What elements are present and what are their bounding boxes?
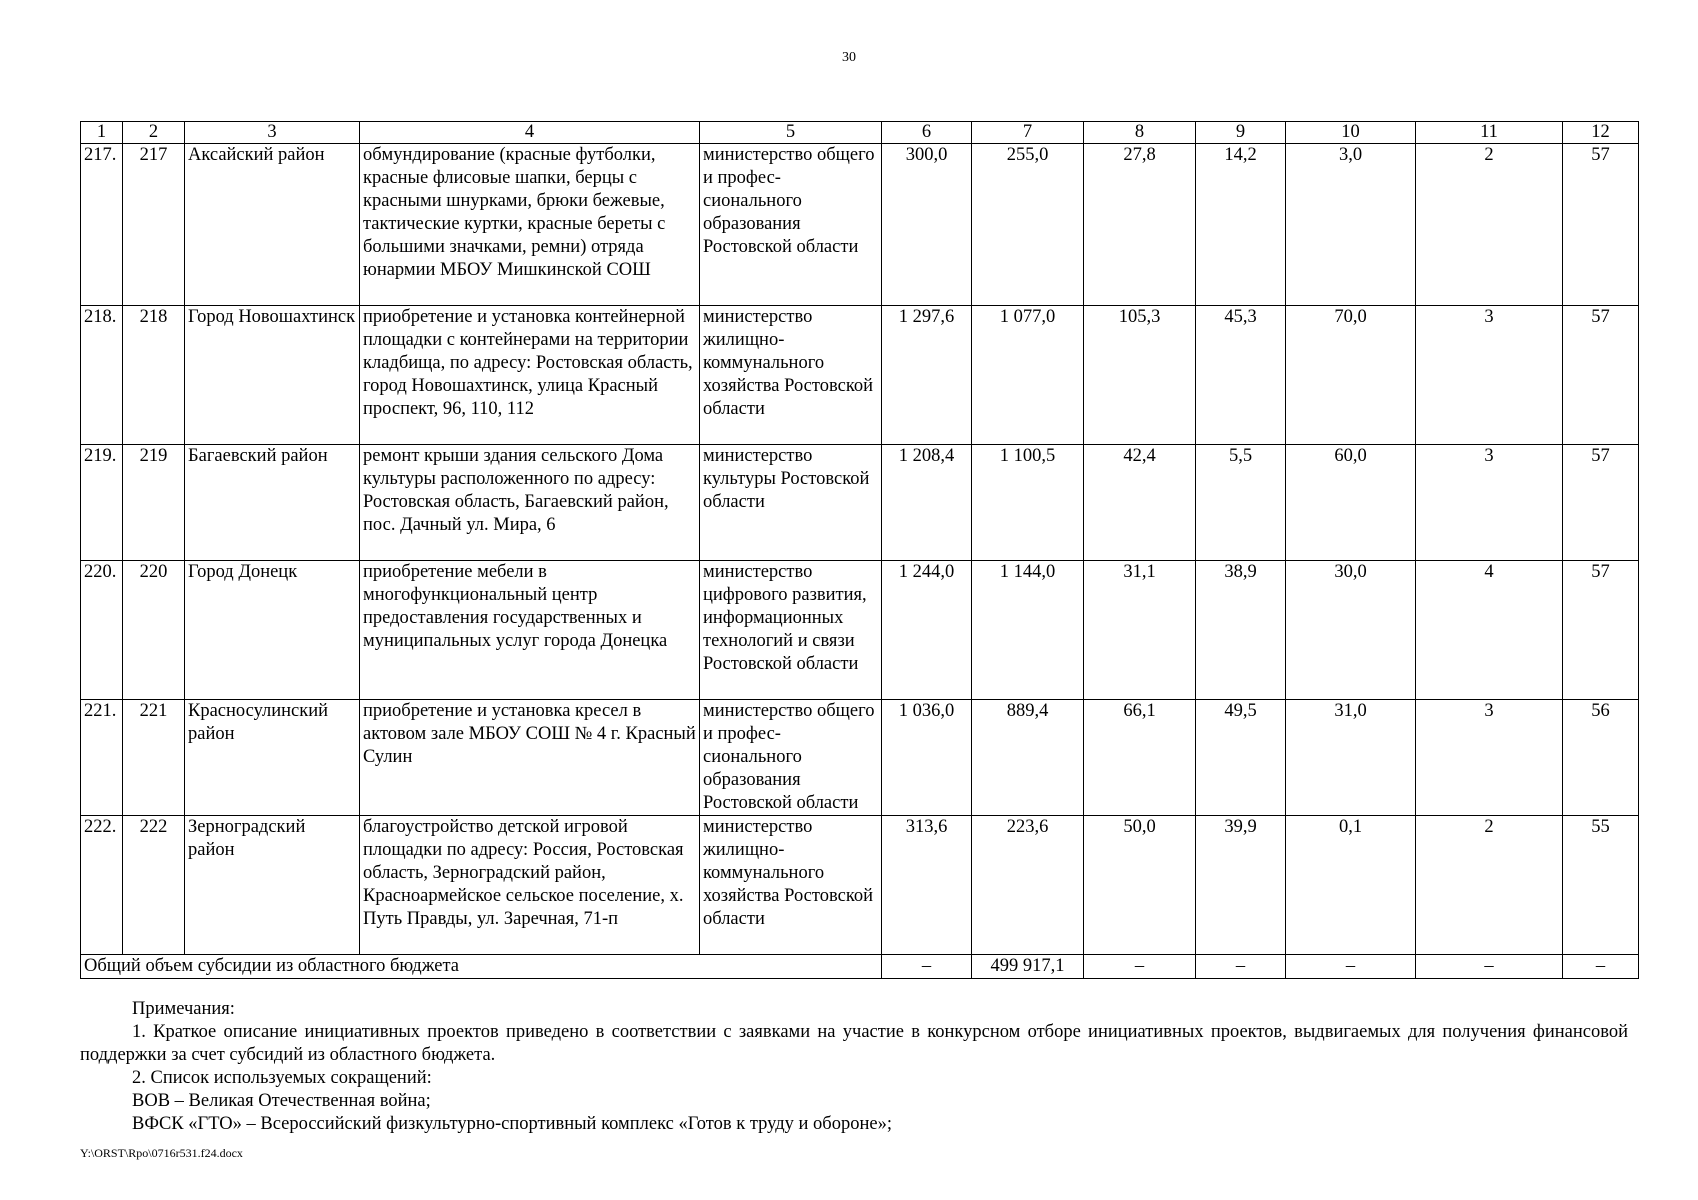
value-col6: 313,6: [882, 816, 972, 955]
value-col7: 1 144,0: [972, 561, 1084, 700]
value-col11: 4: [1416, 561, 1563, 700]
value-col7: 1 077,0: [972, 306, 1084, 445]
col-header: 6: [882, 122, 972, 144]
value-col12: 57: [1563, 306, 1639, 445]
col-header: 5: [700, 122, 882, 144]
value-col11: 3: [1416, 445, 1563, 561]
project-description: ремонт крыши здания сельского Дома культуры расположенного по адресу: Ростовская область, Багаевский район, пос. Дачный ул. Мира, 6: [360, 445, 700, 561]
value-col8: 27,8: [1084, 144, 1196, 306]
municipality: Город Донецк: [185, 561, 360, 700]
municipality: Красносулинский район: [185, 700, 360, 816]
value-col12: 56: [1563, 700, 1639, 816]
value-col7: 223,6: [972, 816, 1084, 955]
value-col7: 889,4: [972, 700, 1084, 816]
value-col10: 0,1: [1286, 816, 1416, 955]
total-col10: –: [1286, 955, 1416, 979]
col-header: 7: [972, 122, 1084, 144]
page-number: 30: [842, 50, 856, 65]
project-number: 218: [123, 306, 185, 445]
project-number: 221: [123, 700, 185, 816]
municipality: Город Новошахтинск: [185, 306, 360, 445]
value-col6: 1 297,6: [882, 306, 972, 445]
ministry: министерство общего и профес-сионального образования Ростовской области: [700, 144, 882, 306]
col-header: 1: [81, 122, 123, 144]
project-number: 220: [123, 561, 185, 700]
project-number: 222: [123, 816, 185, 955]
value-col10: 30,0: [1286, 561, 1416, 700]
value-col10: 70,0: [1286, 306, 1416, 445]
value-col8: 105,3: [1084, 306, 1196, 445]
total-col7: 499 917,1: [972, 955, 1084, 979]
project-description: приобретение мебели в многофункциональный центр предоставления государственных и муниципальных услуг города Донецка: [360, 561, 700, 700]
value-col8: 42,4: [1084, 445, 1196, 561]
value-col7: 255,0: [972, 144, 1084, 306]
value-col6: 1 036,0: [882, 700, 972, 816]
ministry: министерство общего и профес-сионального образования Ростовской области: [700, 700, 882, 816]
project-description: обмундирование (красные футболки, красные флисовые шапки, берцы с красными шнурками, брюки бежевые, тактические куртки, красные береты с большими значками, ремни) отряда юнармии МБОУ Мишкинской СОШ: [360, 144, 700, 306]
footer-file-path: Y:\ORST\Rpo\0716r531.f24.docx: [80, 1146, 243, 1160]
col-header: 10: [1286, 122, 1416, 144]
value-col11: 2: [1416, 144, 1563, 306]
row-number: 218.: [81, 306, 123, 445]
value-col12: 55: [1563, 816, 1639, 955]
value-col11: 2: [1416, 816, 1563, 955]
value-col9: 38,9: [1196, 561, 1286, 700]
col-header: 11: [1416, 122, 1563, 144]
value-col12: 57: [1563, 445, 1639, 561]
value-col6: 1 244,0: [882, 561, 972, 700]
row-number: 222.: [81, 816, 123, 955]
total-label: Общий объем субсидии из областного бюджета: [81, 955, 882, 979]
total-col6: –: [882, 955, 972, 979]
value-col8: 31,1: [1084, 561, 1196, 700]
table-row: [81, 561, 1639, 700]
note-2: 2. Список используемых сокращений:: [132, 1068, 432, 1088]
value-col10: 3,0: [1286, 144, 1416, 306]
total-col11: –: [1416, 955, 1563, 979]
col-header: 9: [1196, 122, 1286, 144]
note-1: 1. Краткое описание инициативных проектов приведено в соответствии с заявками на участие в конкурсном отборе инициативных проектов, выдвигаемых для получения финансовой поддержки за счет субсидий из областного бюджета.: [80, 1022, 1628, 1065]
notes-heading: Примечания:: [132, 999, 235, 1019]
total-col9: –: [1196, 955, 1286, 979]
total-row: [81, 955, 1639, 979]
table-row: [81, 816, 1639, 955]
value-col8: 66,1: [1084, 700, 1196, 816]
col-header: 8: [1084, 122, 1196, 144]
project-number: 217: [123, 144, 185, 306]
col-header: 3: [185, 122, 360, 144]
table-row: [81, 700, 1639, 816]
table-row: [81, 144, 1639, 306]
subsidy-table: [80, 121, 1639, 979]
value-col10: 31,0: [1286, 700, 1416, 816]
notes: [80, 998, 1628, 1136]
project-number: 219: [123, 445, 185, 561]
project-description: приобретение и установка кресел в актовом зале МБОУ СОШ № 4 г. Красный Сулин: [360, 700, 700, 816]
ministry: министерство жилищно-коммунального хозяйства Ростовской области: [700, 816, 882, 955]
value-col6: 1 208,4: [882, 445, 972, 561]
value-col9: 14,2: [1196, 144, 1286, 306]
ministry: министерство цифрового развития, информационных технологий и связи Ростовской области: [700, 561, 882, 700]
table-row: [81, 306, 1639, 445]
table-row: [81, 445, 1639, 561]
total-col12: –: [1563, 955, 1639, 979]
row-number: 219.: [81, 445, 123, 561]
value-col11: 3: [1416, 700, 1563, 816]
row-number: 220.: [81, 561, 123, 700]
value-col6: 300,0: [882, 144, 972, 306]
project-description: приобретение и установка контейнерной площадки с контейнерами на территории кладбища, по адресу: Ростовская область, город Новошахтинск, улица Красный проспект, 96, 110, 112: [360, 306, 700, 445]
value-col9: 5,5: [1196, 445, 1286, 561]
note-4: ВФСК «ГТО» – Всероссийский физкультурно-спортивный комплекс «Готов к труду и обороне»;: [132, 1114, 892, 1134]
value-col9: 49,5: [1196, 700, 1286, 816]
ministry: министерство жилищно-коммунального хозяйства Ростовской области: [700, 306, 882, 445]
value-col12: 57: [1563, 144, 1639, 306]
col-header: 4: [360, 122, 700, 144]
municipality: Багаевский район: [185, 445, 360, 561]
value-col9: 45,3: [1196, 306, 1286, 445]
ministry: министерство культуры Ростовской области: [700, 445, 882, 561]
value-col11: 3: [1416, 306, 1563, 445]
col-header: 12: [1563, 122, 1639, 144]
header-row: [81, 122, 1639, 144]
row-number: 221.: [81, 700, 123, 816]
value-col9: 39,9: [1196, 816, 1286, 955]
municipality: Аксайский район: [185, 144, 360, 306]
note-3: ВОВ – Великая Отечественная война;: [132, 1091, 431, 1111]
project-description: благоустройство детской игровой площадки по адресу: Россия, Ростовская область, Зерноградский район, Красноармейское сельское поселение, х. Путь Правды, ул. Заречная, 71-п: [360, 816, 700, 955]
total-col8: –: [1084, 955, 1196, 979]
municipality: Зерноградский район: [185, 816, 360, 955]
value-col12: 57: [1563, 561, 1639, 700]
value-col10: 60,0: [1286, 445, 1416, 561]
value-col7: 1 100,5: [972, 445, 1084, 561]
row-number: 217.: [81, 144, 123, 306]
value-col8: 50,0: [1084, 816, 1196, 955]
col-header: 2: [123, 122, 185, 144]
